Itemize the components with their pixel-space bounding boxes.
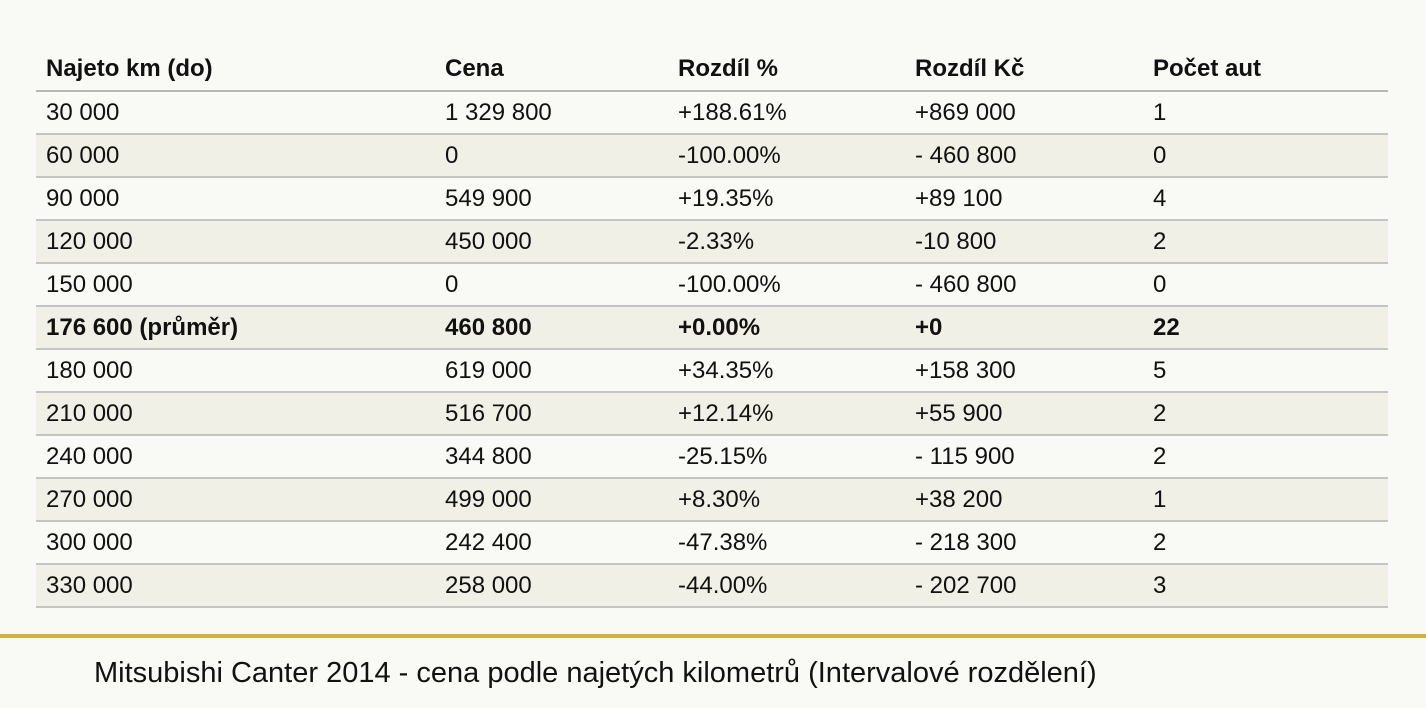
- table-row: [36, 263, 1388, 306]
- column-header-mileage: Najeto km (do): [36, 48, 435, 91]
- cell-price: 499 000: [435, 478, 668, 521]
- cell-car-count: 5: [1143, 349, 1388, 392]
- cell-diff-czk: -10 800: [905, 220, 1143, 263]
- table-row: [36, 91, 1388, 134]
- cell-price: 619 000: [435, 349, 668, 392]
- column-header-car-count: Počet aut: [1143, 48, 1388, 91]
- caption-divider: [0, 634, 1426, 638]
- cell-car-count: 1: [1143, 91, 1388, 134]
- table-row: [36, 392, 1388, 435]
- cell-diff-percent: +34.35%: [668, 349, 905, 392]
- price-by-mileage-table: [36, 48, 1388, 608]
- cell-car-count: 0: [1143, 263, 1388, 306]
- cell-car-count: 4: [1143, 177, 1388, 220]
- cell-mileage: 30 000: [36, 91, 435, 134]
- column-header-price: Cena: [435, 48, 668, 91]
- cell-car-count: 3: [1143, 564, 1388, 607]
- table-row: [36, 435, 1388, 478]
- cell-diff-czk: +55 900: [905, 392, 1143, 435]
- table-row: [36, 478, 1388, 521]
- cell-price: 516 700: [435, 392, 668, 435]
- cell-diff-percent: +188.61%: [668, 91, 905, 134]
- cell-diff-czk: +869 000: [905, 91, 1143, 134]
- cell-mileage: 180 000: [36, 349, 435, 392]
- table-row: [36, 349, 1388, 392]
- column-header-diff-percent: Rozdíl %: [668, 48, 905, 91]
- table-row-average: [36, 306, 1388, 349]
- cell-diff-percent: -47.38%: [668, 521, 905, 564]
- table-caption: Mitsubishi Canter 2014 - cena podle najetých kilometrů (Intervalové rozdělení): [94, 657, 1097, 689]
- table-row: [36, 134, 1388, 177]
- cell-price: 460 800: [435, 306, 668, 349]
- cell-car-count: 2: [1143, 392, 1388, 435]
- cell-diff-czk: +89 100: [905, 177, 1143, 220]
- cell-price: 258 000: [435, 564, 668, 607]
- cell-price: 450 000: [435, 220, 668, 263]
- cell-diff-czk: - 115 900: [905, 435, 1143, 478]
- cell-diff-percent: -44.00%: [668, 564, 905, 607]
- cell-car-count: 2: [1143, 435, 1388, 478]
- table-row: [36, 564, 1388, 607]
- cell-price: 0: [435, 263, 668, 306]
- cell-price: 344 800: [435, 435, 668, 478]
- table-row: [36, 521, 1388, 564]
- cell-diff-czk: +0: [905, 306, 1143, 349]
- cell-mileage: 270 000: [36, 478, 435, 521]
- cell-diff-czk: - 218 300: [905, 521, 1143, 564]
- cell-price: 1 329 800: [435, 91, 668, 134]
- cell-diff-percent: +12.14%: [668, 392, 905, 435]
- cell-price: 549 900: [435, 177, 668, 220]
- table-row: [36, 220, 1388, 263]
- table-header-row: [36, 48, 1388, 91]
- cell-diff-czk: - 460 800: [905, 263, 1143, 306]
- cell-diff-percent: -2.33%: [668, 220, 905, 263]
- cell-diff-percent: -25.15%: [668, 435, 905, 478]
- cell-mileage: 210 000: [36, 392, 435, 435]
- cell-car-count: 1: [1143, 478, 1388, 521]
- cell-diff-percent: +0.00%: [668, 306, 905, 349]
- column-header-diff-czk: Rozdíl Kč: [905, 48, 1143, 91]
- cell-mileage: 90 000: [36, 177, 435, 220]
- cell-mileage: 60 000: [36, 134, 435, 177]
- cell-diff-czk: +38 200: [905, 478, 1143, 521]
- cell-mileage: 330 000: [36, 564, 435, 607]
- cell-diff-percent: +19.35%: [668, 177, 905, 220]
- cell-diff-percent: -100.00%: [668, 134, 905, 177]
- cell-diff-czk: +158 300: [905, 349, 1143, 392]
- table-row: [36, 177, 1388, 220]
- cell-car-count: 2: [1143, 220, 1388, 263]
- cell-mileage: 120 000: [36, 220, 435, 263]
- cell-diff-percent: -100.00%: [668, 263, 905, 306]
- cell-car-count: 22: [1143, 306, 1388, 349]
- cell-diff-czk: - 460 800: [905, 134, 1143, 177]
- cell-mileage: 176 600 (průměr): [36, 306, 435, 349]
- cell-mileage: 240 000: [36, 435, 435, 478]
- cell-car-count: 0: [1143, 134, 1388, 177]
- cell-car-count: 2: [1143, 521, 1388, 564]
- cell-price: 242 400: [435, 521, 668, 564]
- cell-mileage: 300 000: [36, 521, 435, 564]
- cell-diff-percent: +8.30%: [668, 478, 905, 521]
- cell-price: 0: [435, 134, 668, 177]
- cell-diff-czk: - 202 700: [905, 564, 1143, 607]
- price-table-container: [36, 48, 1388, 608]
- cell-mileage: 150 000: [36, 263, 435, 306]
